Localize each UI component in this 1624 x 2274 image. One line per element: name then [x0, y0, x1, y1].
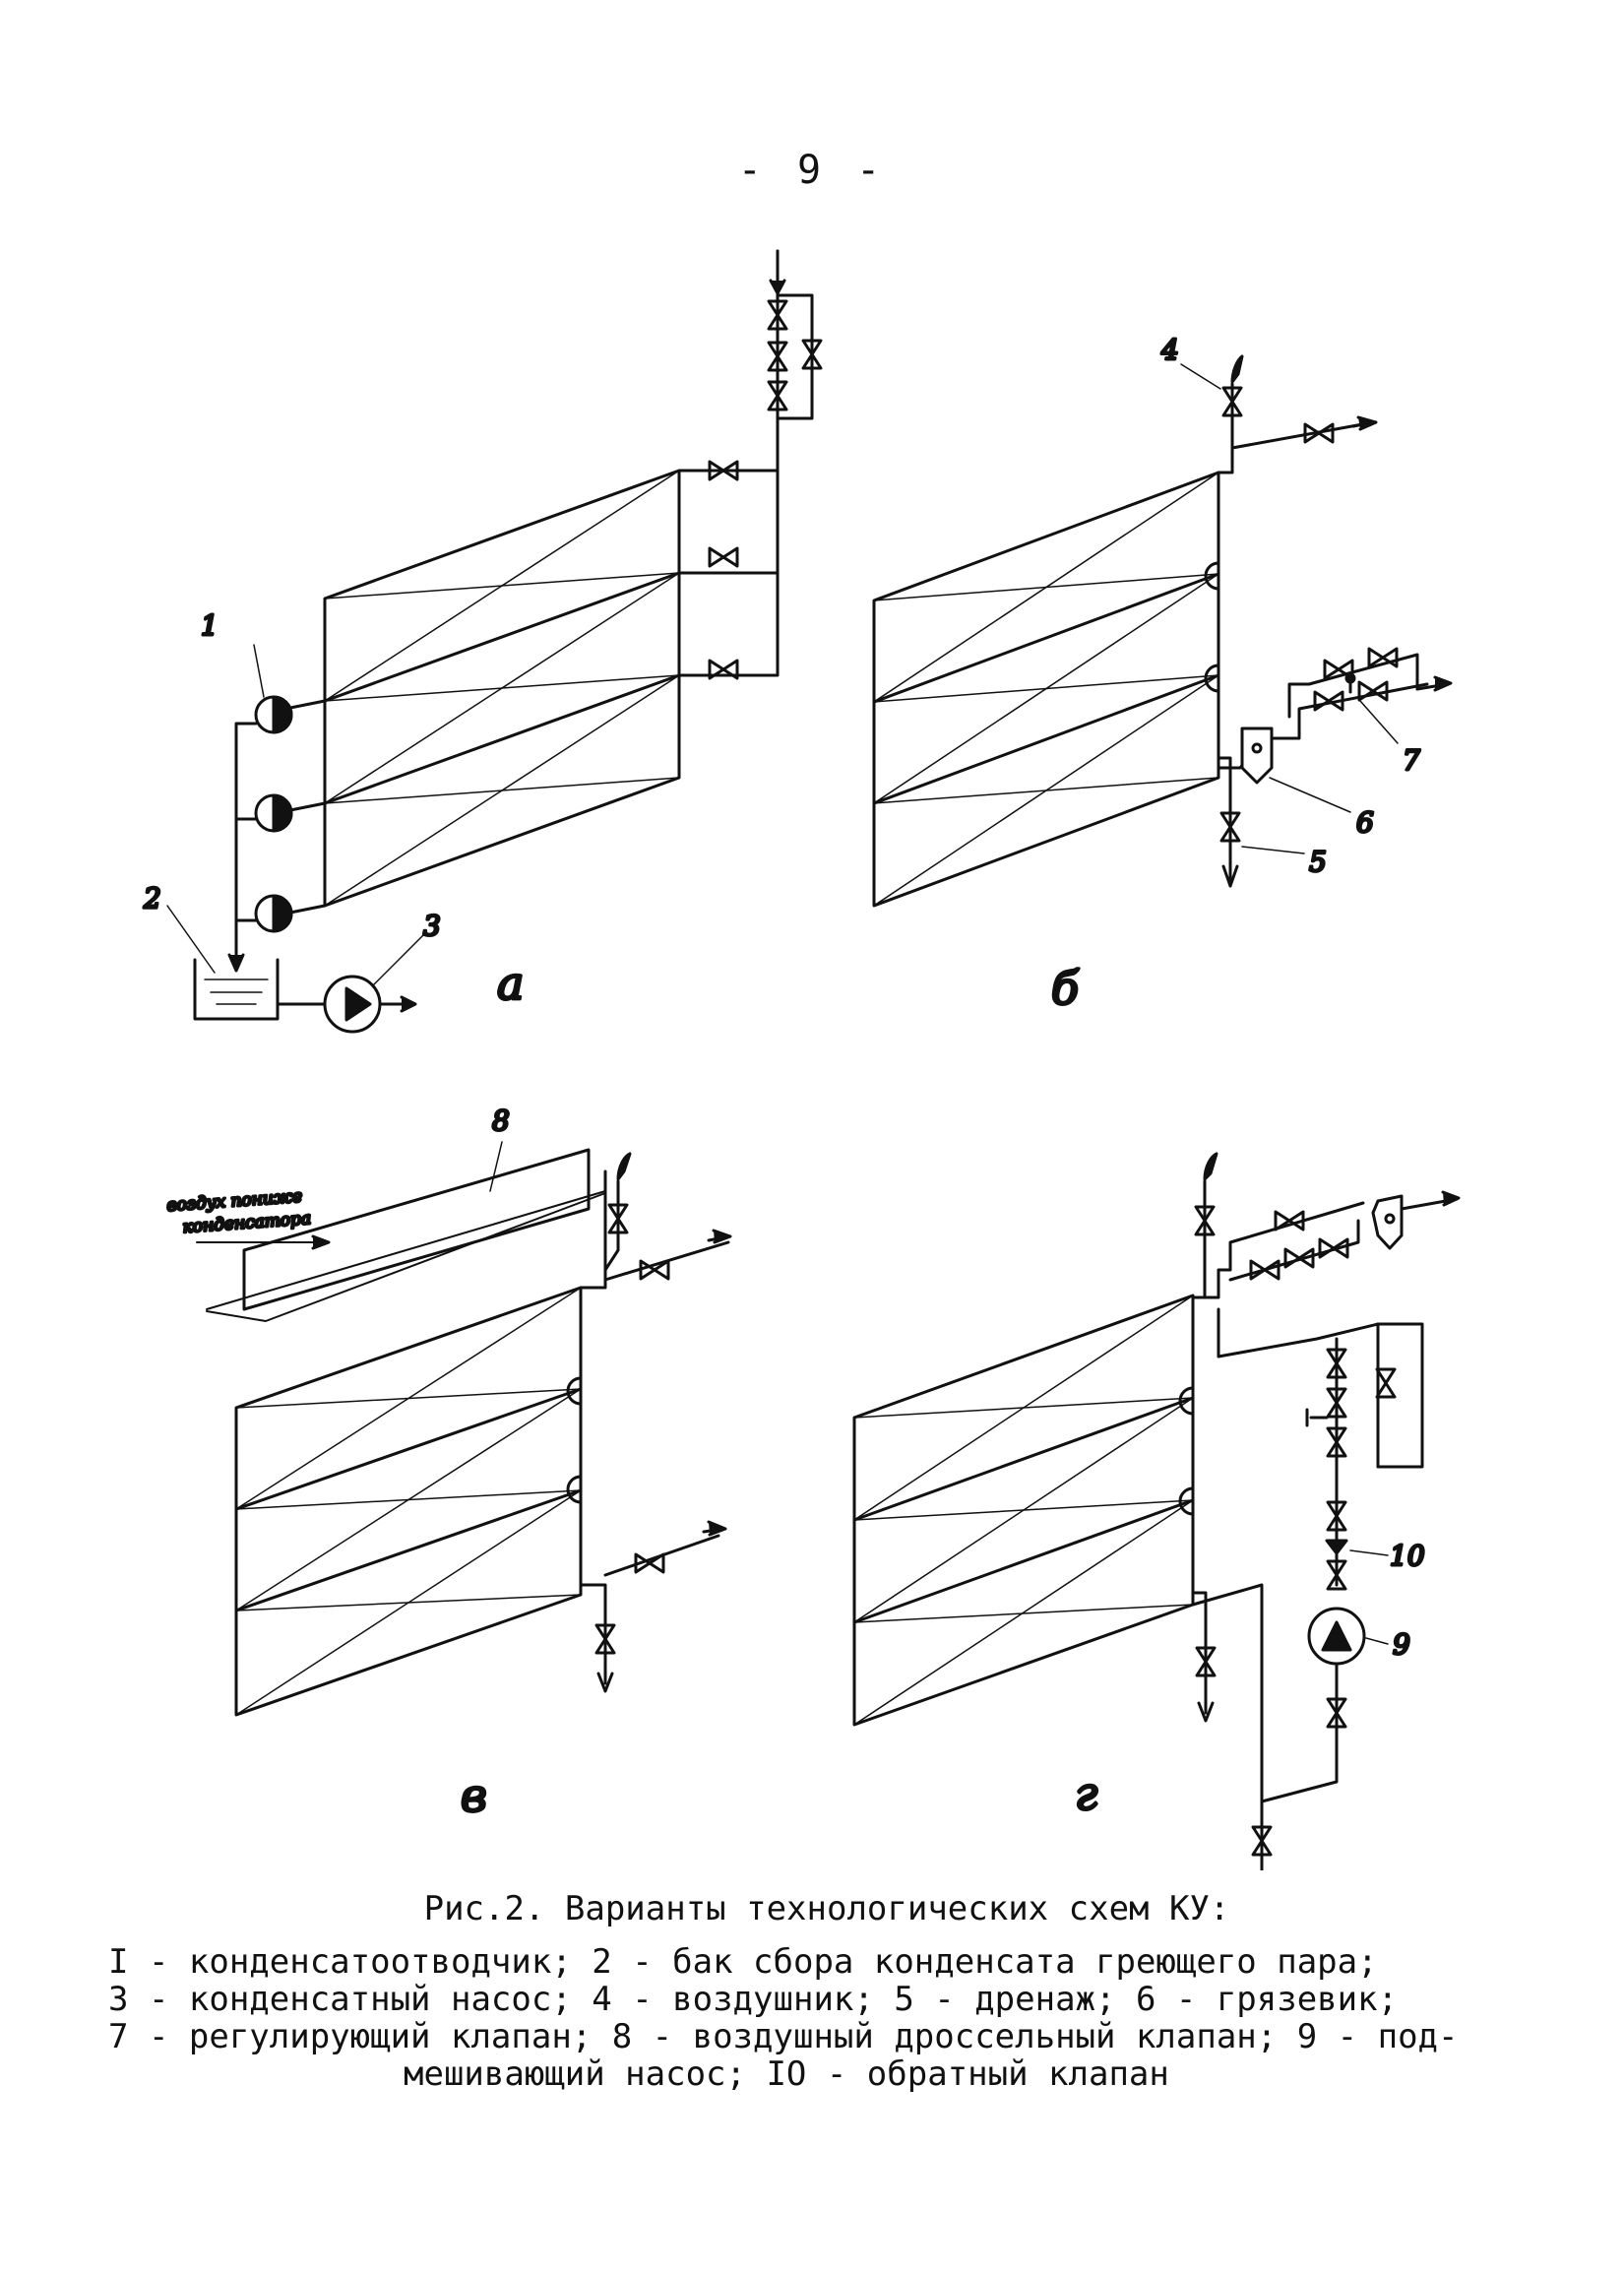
legend-line: 3 - конденсатный насос; 4 - воздушник; 5 - дренаж; 6 - грязевик; [108, 1980, 1399, 2019]
callout-2: 2 [144, 882, 161, 915]
legend-line: мешивающий насос; IO - обратный клапан [404, 2054, 1169, 2094]
callout-7: 7 [1403, 744, 1420, 777]
heat-exchanger-a [325, 471, 679, 906]
callout-8: 8 [492, 1105, 510, 1137]
air-note-line-1: воздух пониже [165, 1186, 303, 1216]
legend-line: I - конденсатоотводчик; 2 - бак сбора конденсата греющего пара; [108, 1942, 1378, 1982]
caption-title: Рис.2. Варианты технологических схем КУ: [423, 1889, 1230, 1928]
scheme-v-label: в [461, 1769, 487, 1822]
scheme-g-label: г [1075, 1767, 1098, 1820]
scheme-g [854, 1154, 1459, 1870]
callout-5: 5 [1309, 846, 1327, 878]
heat-exchanger-v [236, 1288, 581, 1715]
air-throttle-valve [207, 1150, 605, 1321]
callout-1: 1 [201, 609, 219, 642]
figure-caption [108, 1890, 1526, 2093]
callout-6: 6 [1356, 806, 1374, 839]
scheme-v [166, 1105, 730, 1822]
scheme-a-label: а [497, 957, 525, 1010]
callout-9: 9 [1393, 1628, 1410, 1661]
legend-line: 7 - регулирующий клапан; 8 - воздушный дроссельный клапан; 9 - под- [108, 2017, 1459, 2056]
scheme-a [143, 251, 821, 1032]
page-number: - 9 - [737, 148, 887, 193]
heat-exchanger-b [874, 473, 1218, 906]
callout-3: 3 [423, 910, 441, 942]
scheme-b-label: б [1051, 962, 1080, 1015]
air-note-line-2: конденсатора [181, 1208, 312, 1237]
callout-10: 10 [1390, 1540, 1425, 1572]
heat-exchanger-g [854, 1295, 1193, 1725]
callout-4: 4 [1161, 334, 1179, 366]
scheme-b [874, 334, 1451, 1015]
